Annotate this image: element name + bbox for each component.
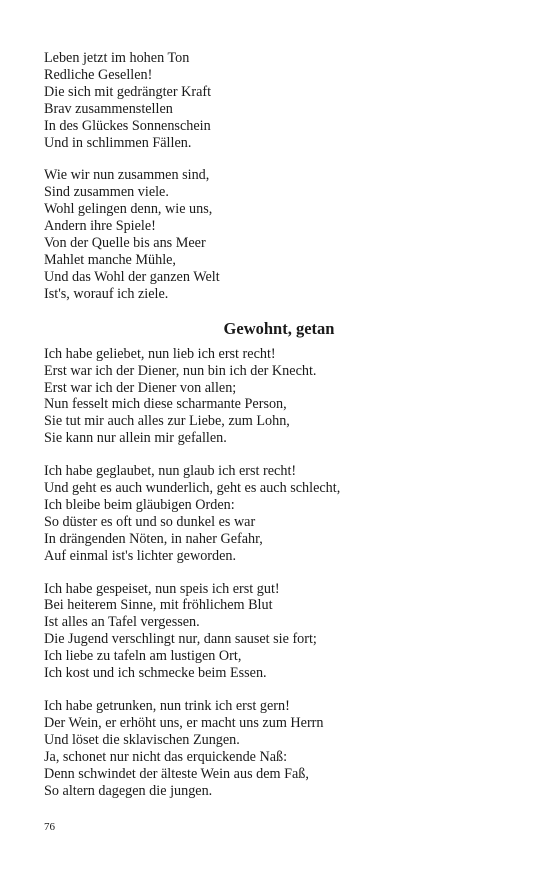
poem-line: Erst war ich der Diener, nun bin ich der Knecht. xyxy=(44,362,317,379)
poem-line: Die sich mit gedrängter Kraft xyxy=(44,83,212,100)
poem-line: Ja, schonet nur nicht das erquickende Naß: xyxy=(44,748,288,765)
poem-line: Auf einmal ist's lichter geworden. xyxy=(44,547,237,564)
page-content xyxy=(44,50,514,815)
poem-line: Ist's, worauf ich ziele. xyxy=(44,285,169,302)
poem-line: Erst war ich der Diener von allen; xyxy=(44,379,237,396)
poem-line: Sind zusammen viele. xyxy=(44,184,169,201)
poem-title: Gewohnt, getan xyxy=(223,318,335,338)
poem-line: Bei heiterem Sinne, mit fröhlichem Blut xyxy=(44,597,273,614)
poem-line: Ist alles an Tafel vergessen. xyxy=(44,614,200,631)
poem-line: So düster es oft und so dunkel es war xyxy=(44,513,256,530)
poem-stanza-1 xyxy=(44,346,514,447)
stanza-continued-1 xyxy=(44,50,514,151)
poem-stanza-4 xyxy=(44,698,514,799)
stanza-continued-2 xyxy=(44,167,514,302)
poem-line: Sie kann nur allein mir gefallen. xyxy=(44,430,227,447)
poem-line: Redliche Gesellen! xyxy=(44,66,153,83)
poem-line: Ich liebe zu tafeln am lustigen Ort, xyxy=(44,648,242,665)
poem-line: Sie tut mir auch alles zur Liebe, zum Lohn, xyxy=(44,413,290,430)
poem-stanza-2 xyxy=(44,463,514,564)
poem-line: Brav zusammenstellen xyxy=(44,100,173,117)
poem-line: Nun fesselt mich diese scharmante Person, xyxy=(44,396,287,413)
poem-line: Von der Quelle bis ans Meer xyxy=(44,235,206,252)
poem-line: Der Wein, er erhöht uns, er macht uns zum Herrn xyxy=(44,714,324,731)
poem-line: Ich bleibe beim gläubigen Orden: xyxy=(44,496,235,513)
poem-line: Die Jugend verschlingt nur, dann sauset sie fort; xyxy=(44,631,317,648)
poem-line: Und geht es auch wunderlich, geht es auch schlecht, xyxy=(44,480,341,497)
page-number: 76 xyxy=(44,821,55,833)
poem-line: Wohl gelingen denn, wie uns, xyxy=(44,201,213,218)
poem-line: Und löset die sklavischen Zungen. xyxy=(44,731,240,748)
poem-line: So altern dagegen die jungen. xyxy=(44,782,213,799)
poem-line: Und das Wohl der ganzen Welt xyxy=(44,268,220,285)
poem-stanza-3 xyxy=(44,581,514,682)
poem-line: Denn schwindet der älteste Wein aus dem Faß, xyxy=(44,765,309,782)
poem-line: Ich habe gespeiset, nun speis ich erst gut! xyxy=(44,580,280,597)
poem-line: Ich kost und ich schmecke beim Essen. xyxy=(44,665,267,682)
poem-line: Andern ihre Spiele! xyxy=(44,218,156,235)
poem-line: Leben jetzt im hohen Ton xyxy=(44,50,190,66)
poem-line: Wie wir nun zusammen sind, xyxy=(44,167,210,184)
poem-line: In des Glückes Sonnenschein xyxy=(44,117,211,134)
poem-line: Ich habe geliebet, nun lieb ich erst recht! xyxy=(44,345,276,362)
poem-line: Ich habe geglaubet, nun glaub ich erst recht! xyxy=(44,463,297,480)
poem-line: Und in schlimmen Fällen. xyxy=(44,134,192,151)
poem-line: Ich habe getrunken, nun trink ich erst gern! xyxy=(44,698,290,714)
poem-line: In drängenden Nöten, in naher Gefahr, xyxy=(44,530,263,547)
poem-line: Mahlet manche Mühle, xyxy=(44,251,176,268)
